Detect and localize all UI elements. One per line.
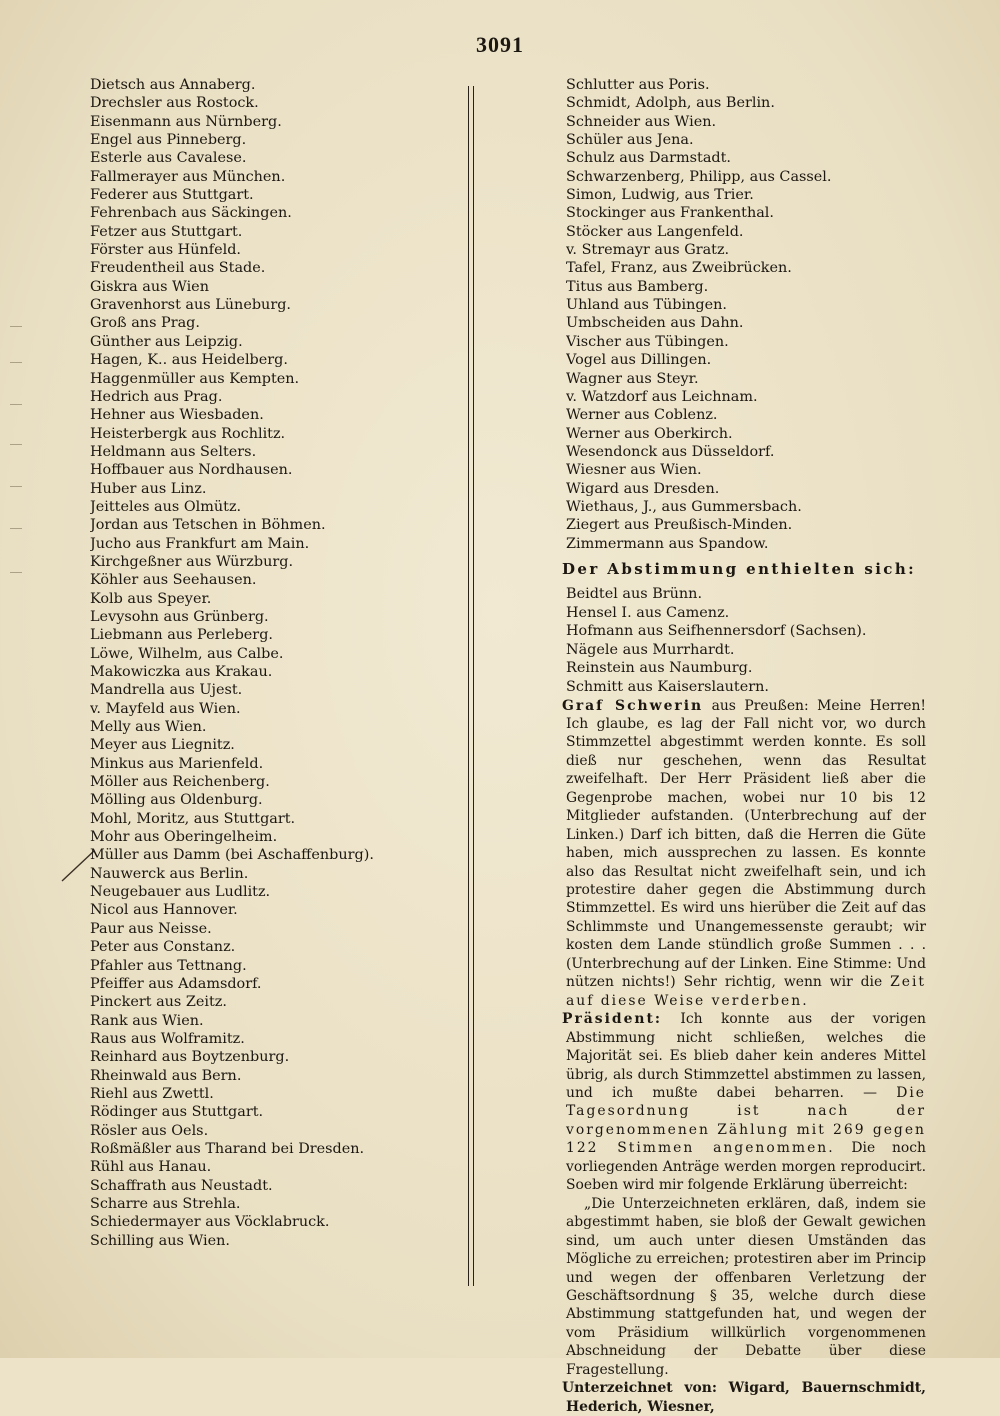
list-item: Schaffrath aus Neustadt. — [90, 1177, 273, 1194]
list-item: Nägele aus Murrhardt. — [566, 641, 735, 658]
list-item: Jordan aus Tetschen in Böhmen. — [90, 517, 326, 534]
list-item: Müller aus Damm (bei Aschaffenburg). — [90, 847, 374, 864]
list-item: Roßmäßler aus Tharand bei Dresden. — [90, 1140, 365, 1157]
list-item: Peter aus Constanz. — [90, 939, 236, 956]
list-item: Schlutter aus Poris. — [566, 77, 710, 93]
list-item: v. Stremayr aus Gratz. — [566, 242, 730, 259]
list-item: Reinhard aus Boytzenburg. — [90, 1049, 290, 1066]
list-item: Raus aus Wolframitz. — [90, 1030, 245, 1047]
speech-text-end: Die noch vorliegenden Anträge werden morgen reproducirt. Soeben wird mir folgende Erklärung überreicht: — [566, 1140, 927, 1194]
list-item: Melly aus Wien. — [90, 719, 207, 736]
list-item: Engel aus Pinneberg. — [90, 132, 247, 149]
speech-emphasis: Die Tagesordnung ist nach der vorgenommenen Zählung mit 269 gegen 122 Stimmen angenommen. — [566, 1085, 926, 1157]
speaker-name: Graf Schwerin — [562, 697, 704, 714]
list-item: Wesendonck aus Düsseldorf. — [566, 443, 775, 460]
list-item: Vogel aus Dillingen. — [566, 352, 712, 369]
list-item: Schmitt aus Kaiserslautern. — [566, 678, 769, 695]
list-item: Reinstein aus Naumburg. — [566, 660, 753, 677]
list-item: Makowiczka aus Krakau. — [90, 664, 273, 680]
column-divider — [468, 86, 474, 1286]
list-item: Federer aus Stuttgart. — [90, 187, 254, 204]
list-item: Schulz aus Darmstadt. — [566, 150, 731, 167]
list-item: Fehrenbach aus Säckingen. — [90, 205, 292, 222]
list-item: Fetzer aus Stuttgart. — [90, 223, 243, 240]
left-name-list — [90, 76, 452, 1250]
speech-text: Ich konnte aus der vorigen Abstimmung nicht schließen, welches die Majorität sei. Es blieb daher kein anderes Mittel übrig, als durch Stimmzettel abstimmen zu lassen, und ich mußte dabei beharren. — — [566, 1011, 926, 1102]
speech-text: aus Preußen: Meine Herren! Ich glaube, es lag der Fall nicht vor, wo durch Stimmzettel abgestimmt werden konnte. Es soll dieß nur geschehen, wenn das Resultat zweifelhaft. Der Herr Präsident ließ aber die Gegenprobe machen, wobei nur 10 bis 12 Mitglieder aufstanden. (Unterbrechung auf der Linken.) Darf ich bitten, daß die Herren die Güte haben, mich aussprechen zu lassen. Es konnte also das Resultat nicht zweifelhaft sein, und ich protestire daher gegen die Abstimmung durch Stimmzettel. Es wird uns hierüber die Zeit auf das Schlimmste und Unangemessenste geraubt; wir kosten dem Lande stündlich große Summen . . . (Unterbrechung auf der Linken. Eine Stimme: Und nützen nichts!) Sehr richtig, wenn wir die — [566, 697, 926, 991]
list-item: Heisterbergk aus Rochlitz. — [90, 425, 286, 442]
list-item: Rank aus Wien. — [90, 1012, 204, 1029]
declaration-text: „Die Unterzeichneten erklären, daß, indem sie abgestimmt haben, sie bloß der Gewalt gewichen sind, um auch unter diesen Umständen das Mögliche zu erreichen; protestiren aber im Princip und wegen der offenbaren Verletzung der Geschäftsordnung § 35, welche durch diese Abstimmung stattgefunden hat, und wegen der vom Präsidium willkürlich vorgenommenen Abschneidung der Debatte über diese Fragestellung. — [566, 1195, 926, 1378]
list-item: Schmidt, Adolph, aus Berlin. — [566, 95, 775, 112]
list-item: Drechsler aus Rostock. — [90, 95, 259, 112]
list-item: Mohr aus Oberingelheim. — [90, 829, 278, 846]
list-item: Wagner aus Steyr. — [566, 370, 699, 387]
list-item: Tafel, Franz, aus Zweibrücken. — [566, 260, 792, 277]
list-item: Beidtel aus Brünn. — [566, 585, 703, 602]
right-column — [562, 76, 927, 1416]
list-item: Jeitteles aus Olmütz. — [90, 498, 242, 515]
list-item: Möller aus Reichenberg. — [90, 774, 270, 791]
margin-marks — [10, 310, 40, 610]
list-item: Werner aus Oberkirch. — [566, 425, 733, 442]
list-item: Günther aus Leipzig. — [90, 333, 243, 350]
signatories-names: Wigard, Bauernschmidt, Hederich, Wiesner, — [566, 1380, 926, 1415]
list-item: Rödinger aus Stuttgart. — [90, 1104, 264, 1121]
list-item: Hofmann aus Seifhennersdorf (Sachsen). — [566, 623, 867, 640]
speech-text-end: . — [802, 992, 807, 1009]
signatories — [562, 1379, 926, 1416]
list-item: Eisenmann aus Nürnberg. — [90, 113, 282, 130]
list-item: Liebmann aus Perleberg. — [90, 627, 273, 644]
left-column — [90, 76, 452, 1250]
list-item: Mohl, Moritz, aus Stuttgart. — [90, 810, 296, 827]
list-item: Wigard aus Dresden. — [566, 480, 720, 497]
list-item: Zimmermann aus Spandow. — [566, 535, 769, 552]
list-item: Hoffbauer aus Nordhausen. — [90, 462, 293, 479]
list-item: Kolb aus Speyer. — [90, 590, 212, 607]
list-item: Dietsch aus Annaberg. — [90, 77, 256, 93]
list-item: Fallmerayer aus München. — [90, 168, 286, 185]
speaker-name: Präsident: — [562, 1011, 663, 1028]
list-item: Titus aus Bamberg. — [566, 278, 709, 295]
list-item: Kirchgeßner aus Würzburg. — [90, 553, 294, 570]
list-item: Vischer aus Tübingen. — [566, 333, 729, 350]
speech-emphasis: Zeit auf diese Weise verderben — [566, 974, 926, 1009]
list-item: Meyer aus Liegnitz. — [90, 737, 235, 754]
list-item: Rühl aus Hanau. — [90, 1159, 212, 1176]
list-item: Schüler aus Jena. — [566, 132, 694, 149]
list-item: v. Watzdorf aus Leichnam. — [566, 388, 758, 405]
list-item: Nicol aus Hannover. — [90, 902, 238, 919]
list-item: Nauwerck aus Berlin. — [90, 865, 249, 882]
list-item: Hehner aus Wiesbaden. — [90, 407, 264, 424]
list-item: Gravenhorst aus Lüneburg. — [90, 297, 291, 314]
abstention-list — [566, 585, 926, 697]
list-item: Rösler aus Oels. — [90, 1122, 209, 1139]
list-item: Löwe, Wilhelm, aus Calbe. — [90, 645, 284, 662]
list-item: Giskra aus Wien — [90, 278, 209, 295]
president-speech — [562, 1010, 927, 1195]
list-item: Umbscheiden aus Dahn. — [566, 315, 744, 332]
list-item: Schiedermayer aus Vöcklabruck. — [90, 1214, 330, 1231]
list-item: Neugebauer aus Ludlitz. — [90, 884, 271, 901]
list-item: Scharre aus Strehla. — [90, 1195, 241, 1212]
list-item: Wiesner aus Wien. — [566, 462, 702, 479]
list-item: Freudentheil aus Stade. — [90, 260, 266, 277]
list-item: Heldmann aus Selters. — [90, 443, 257, 460]
list-item: Hagen, K.. aus Heidelberg. — [90, 352, 288, 369]
list-item: Jucho aus Frankfurt am Main. — [90, 535, 310, 552]
signatories-lead: Unterzeichnet von: — [562, 1380, 717, 1397]
list-item: Esterle aus Cavalese. — [90, 150, 247, 167]
page-number: 3091 — [476, 32, 524, 57]
list-item: Mölling aus Oldenburg. — [90, 792, 263, 809]
list-item: Hensel I. aus Camenz. — [566, 604, 730, 621]
list-item: Paur aus Neisse. — [90, 920, 212, 937]
list-item: Pinckert aus Zeitz. — [90, 994, 227, 1011]
list-item: Schneider aus Wien. — [566, 113, 717, 130]
list-item: v. Mayfeld aus Wien. — [90, 700, 241, 717]
schwerin-speech — [562, 697, 926, 1011]
list-item: Minkus aus Marienfeld. — [90, 755, 264, 772]
list-item: Werner aus Coblenz. — [566, 407, 718, 424]
list-item: Uhland aus Tübingen. — [566, 297, 727, 314]
abstention-heading: Der Abstimmung enthielten sich: — [562, 559, 917, 578]
right-name-list — [566, 76, 926, 553]
list-item: Köhler aus Seehausen. — [90, 572, 257, 589]
list-item: Levysohn aus Grünberg. — [90, 608, 269, 625]
list-item: Rheinwald aus Bern. — [90, 1067, 242, 1084]
list-item: Pfahler aus Tettnang. — [90, 957, 247, 974]
list-item: Förster aus Hünfeld. — [90, 242, 242, 259]
list-item: Stöcker aus Langenfeld. — [566, 223, 744, 240]
list-item: Schilling aus Wien. — [90, 1232, 230, 1249]
list-item: Stockinger aus Frankenthal. — [566, 205, 774, 222]
list-item: Huber aus Linz. — [90, 480, 207, 497]
list-item: Hedrich aus Prag. — [90, 388, 223, 405]
list-item: Ziegert aus Preußisch-Minden. — [566, 517, 793, 534]
list-item: Wiethaus, J., aus Gummersbach. — [566, 498, 802, 515]
list-item: Schwarzenberg, Philipp, aus Cassel. — [566, 168, 832, 185]
list-item: Mandrella aus Ujest. — [90, 682, 243, 699]
list-item: Simon, Ludwig, aus Trier. — [566, 187, 754, 204]
list-item: Groß ans Prag. — [90, 315, 200, 332]
list-item: Haggenmüller aus Kempten. — [90, 370, 300, 387]
list-item: Pfeiffer aus Adamsdorf. — [90, 975, 262, 992]
list-item: Riehl aus Zwettl. — [90, 1085, 214, 1102]
